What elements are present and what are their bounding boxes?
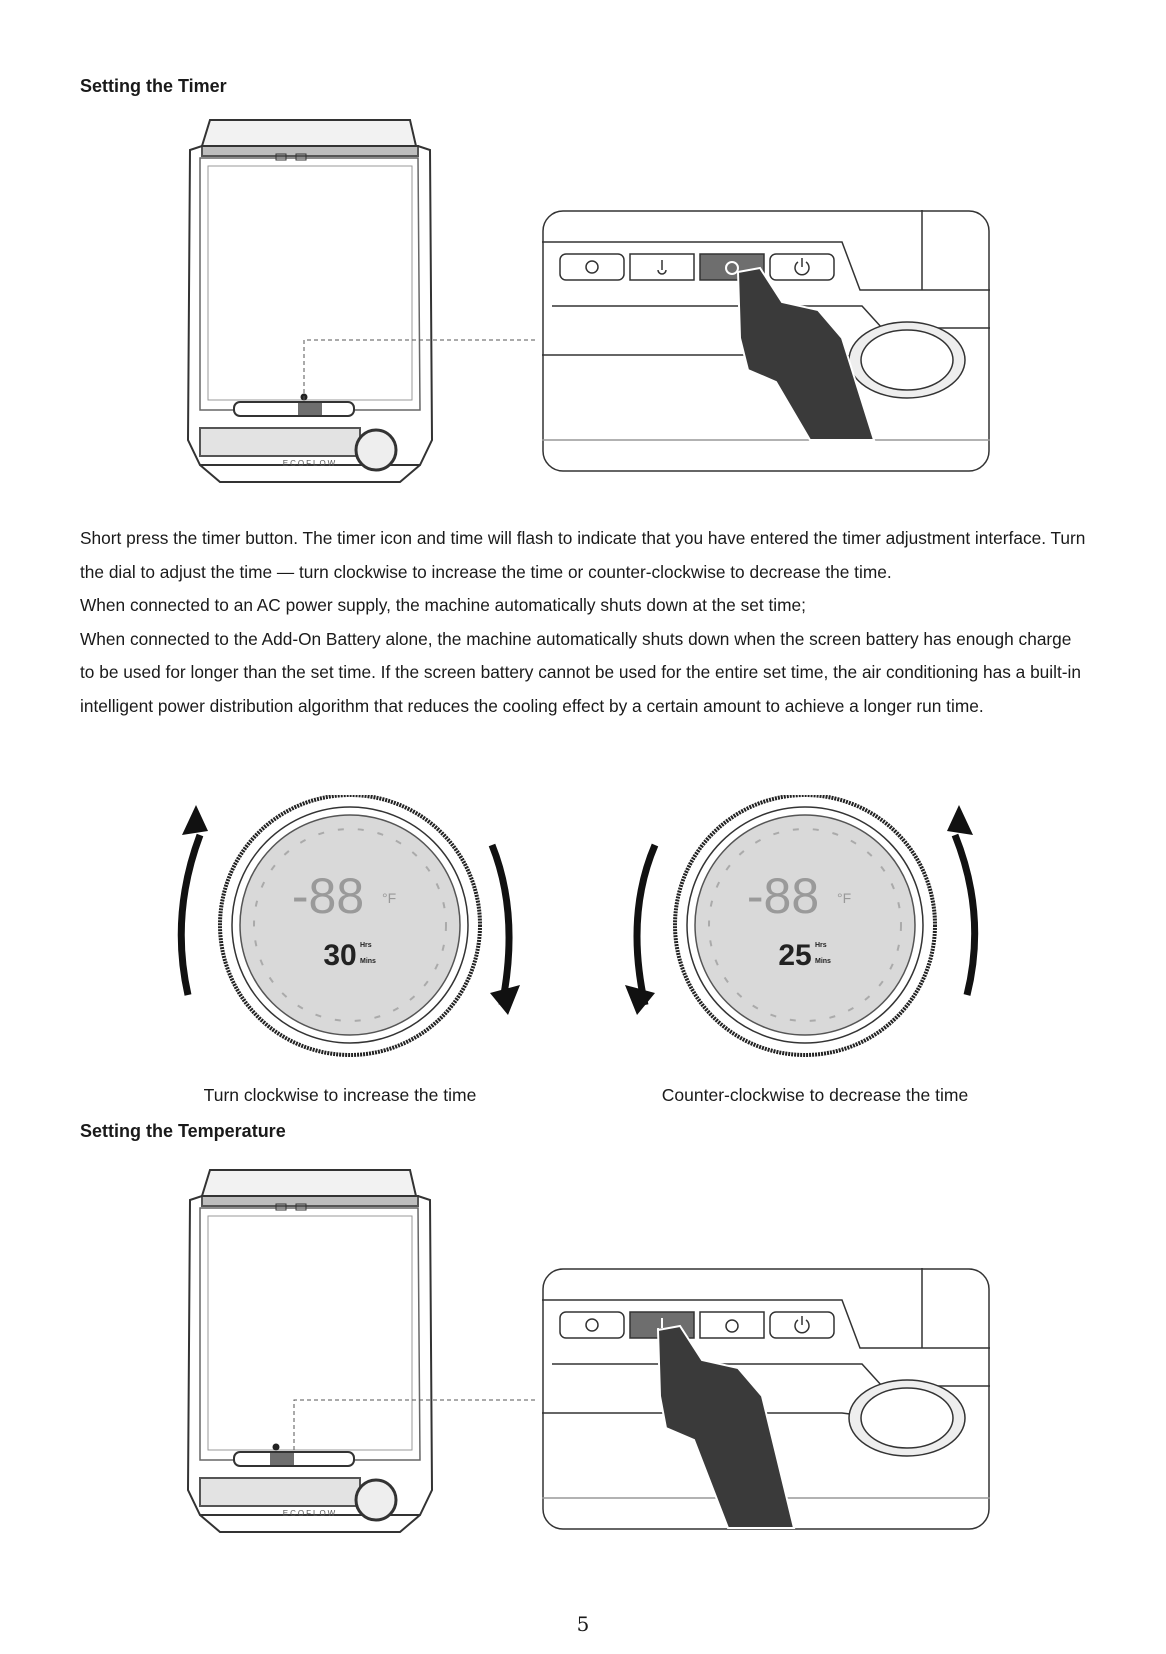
paragraph-battery: When connected to the Add-On Battery alone, the machine automatically shuts down when the screen battery has enough charge to be used for longer than the set time. If the screen battery cannot be used for the entire set time, the air conditioning has a built-in intelligent power distribution algorithm that reduces the cooling effect by a certain amount to achieve a longer run time. <box>80 628 1081 716</box>
dial-clockwise-illustration <box>160 795 540 1075</box>
device-front-illustration-temperature <box>180 1160 440 1555</box>
counterclockwise-arrow-left <box>637 845 655 1005</box>
dial-time-value: 30 <box>323 939 357 972</box>
panel-mode-button <box>560 254 624 280</box>
section-heading-temperature: Setting the Temperature <box>80 1121 286 1141</box>
dial-mins-label: Mins <box>815 958 831 965</box>
section-heading-timer: Setting the Timer <box>80 76 227 96</box>
zoom-panel-timer <box>542 210 990 472</box>
device-front-illustration-timer <box>180 110 440 505</box>
dial-counterclockwise-illustration <box>615 795 995 1075</box>
clockwise-arrow-right <box>955 835 975 995</box>
dial-temperature-display: -88 <box>291 868 365 924</box>
dial-time-value: 25 <box>778 939 812 972</box>
timer-instructions <box>80 522 1090 724</box>
leader-line-temperature <box>290 1390 540 1460</box>
brand-logo: ECOFLOW <box>282 1509 338 1518</box>
zoom-panel-temperature <box>542 1268 990 1530</box>
leader-line-timer <box>300 330 540 410</box>
dial-temperature-unit: °F <box>382 890 397 906</box>
dial-temperature-unit: °F <box>837 890 852 906</box>
paragraph-ac-power: When connected to an AC power supply, the machine automatically shuts down at the set time; <box>80 595 806 616</box>
page-number: 5 <box>576 1612 590 1636</box>
caption-counterclockwise: Counter-clockwise to decrease the time <box>661 1085 969 1105</box>
panel-mode-button <box>560 1312 624 1338</box>
brand-logo: ECOFLOW <box>282 459 338 468</box>
paragraph-timer-usage: Short press the timer button. The timer icon and time will flash to indicate that you have entered the timer adjustment interface. Turn the dial to adjust the time — turn clockwise to increase the time or counter-clockwise to decrease the time. <box>80 528 1086 582</box>
dial-temperature-display: -88 <box>746 868 820 924</box>
dial-hrs-label: Hrs <box>360 942 372 949</box>
clockwise-arrow-right <box>492 845 509 1005</box>
panel-timer-button <box>700 1312 764 1338</box>
caption-clockwise: Turn clockwise to increase the time <box>203 1085 477 1105</box>
dial-hrs-label: Hrs <box>815 942 827 949</box>
counterclockwise-arrow-left <box>181 835 200 995</box>
dial-mins-label: Mins <box>360 958 376 965</box>
